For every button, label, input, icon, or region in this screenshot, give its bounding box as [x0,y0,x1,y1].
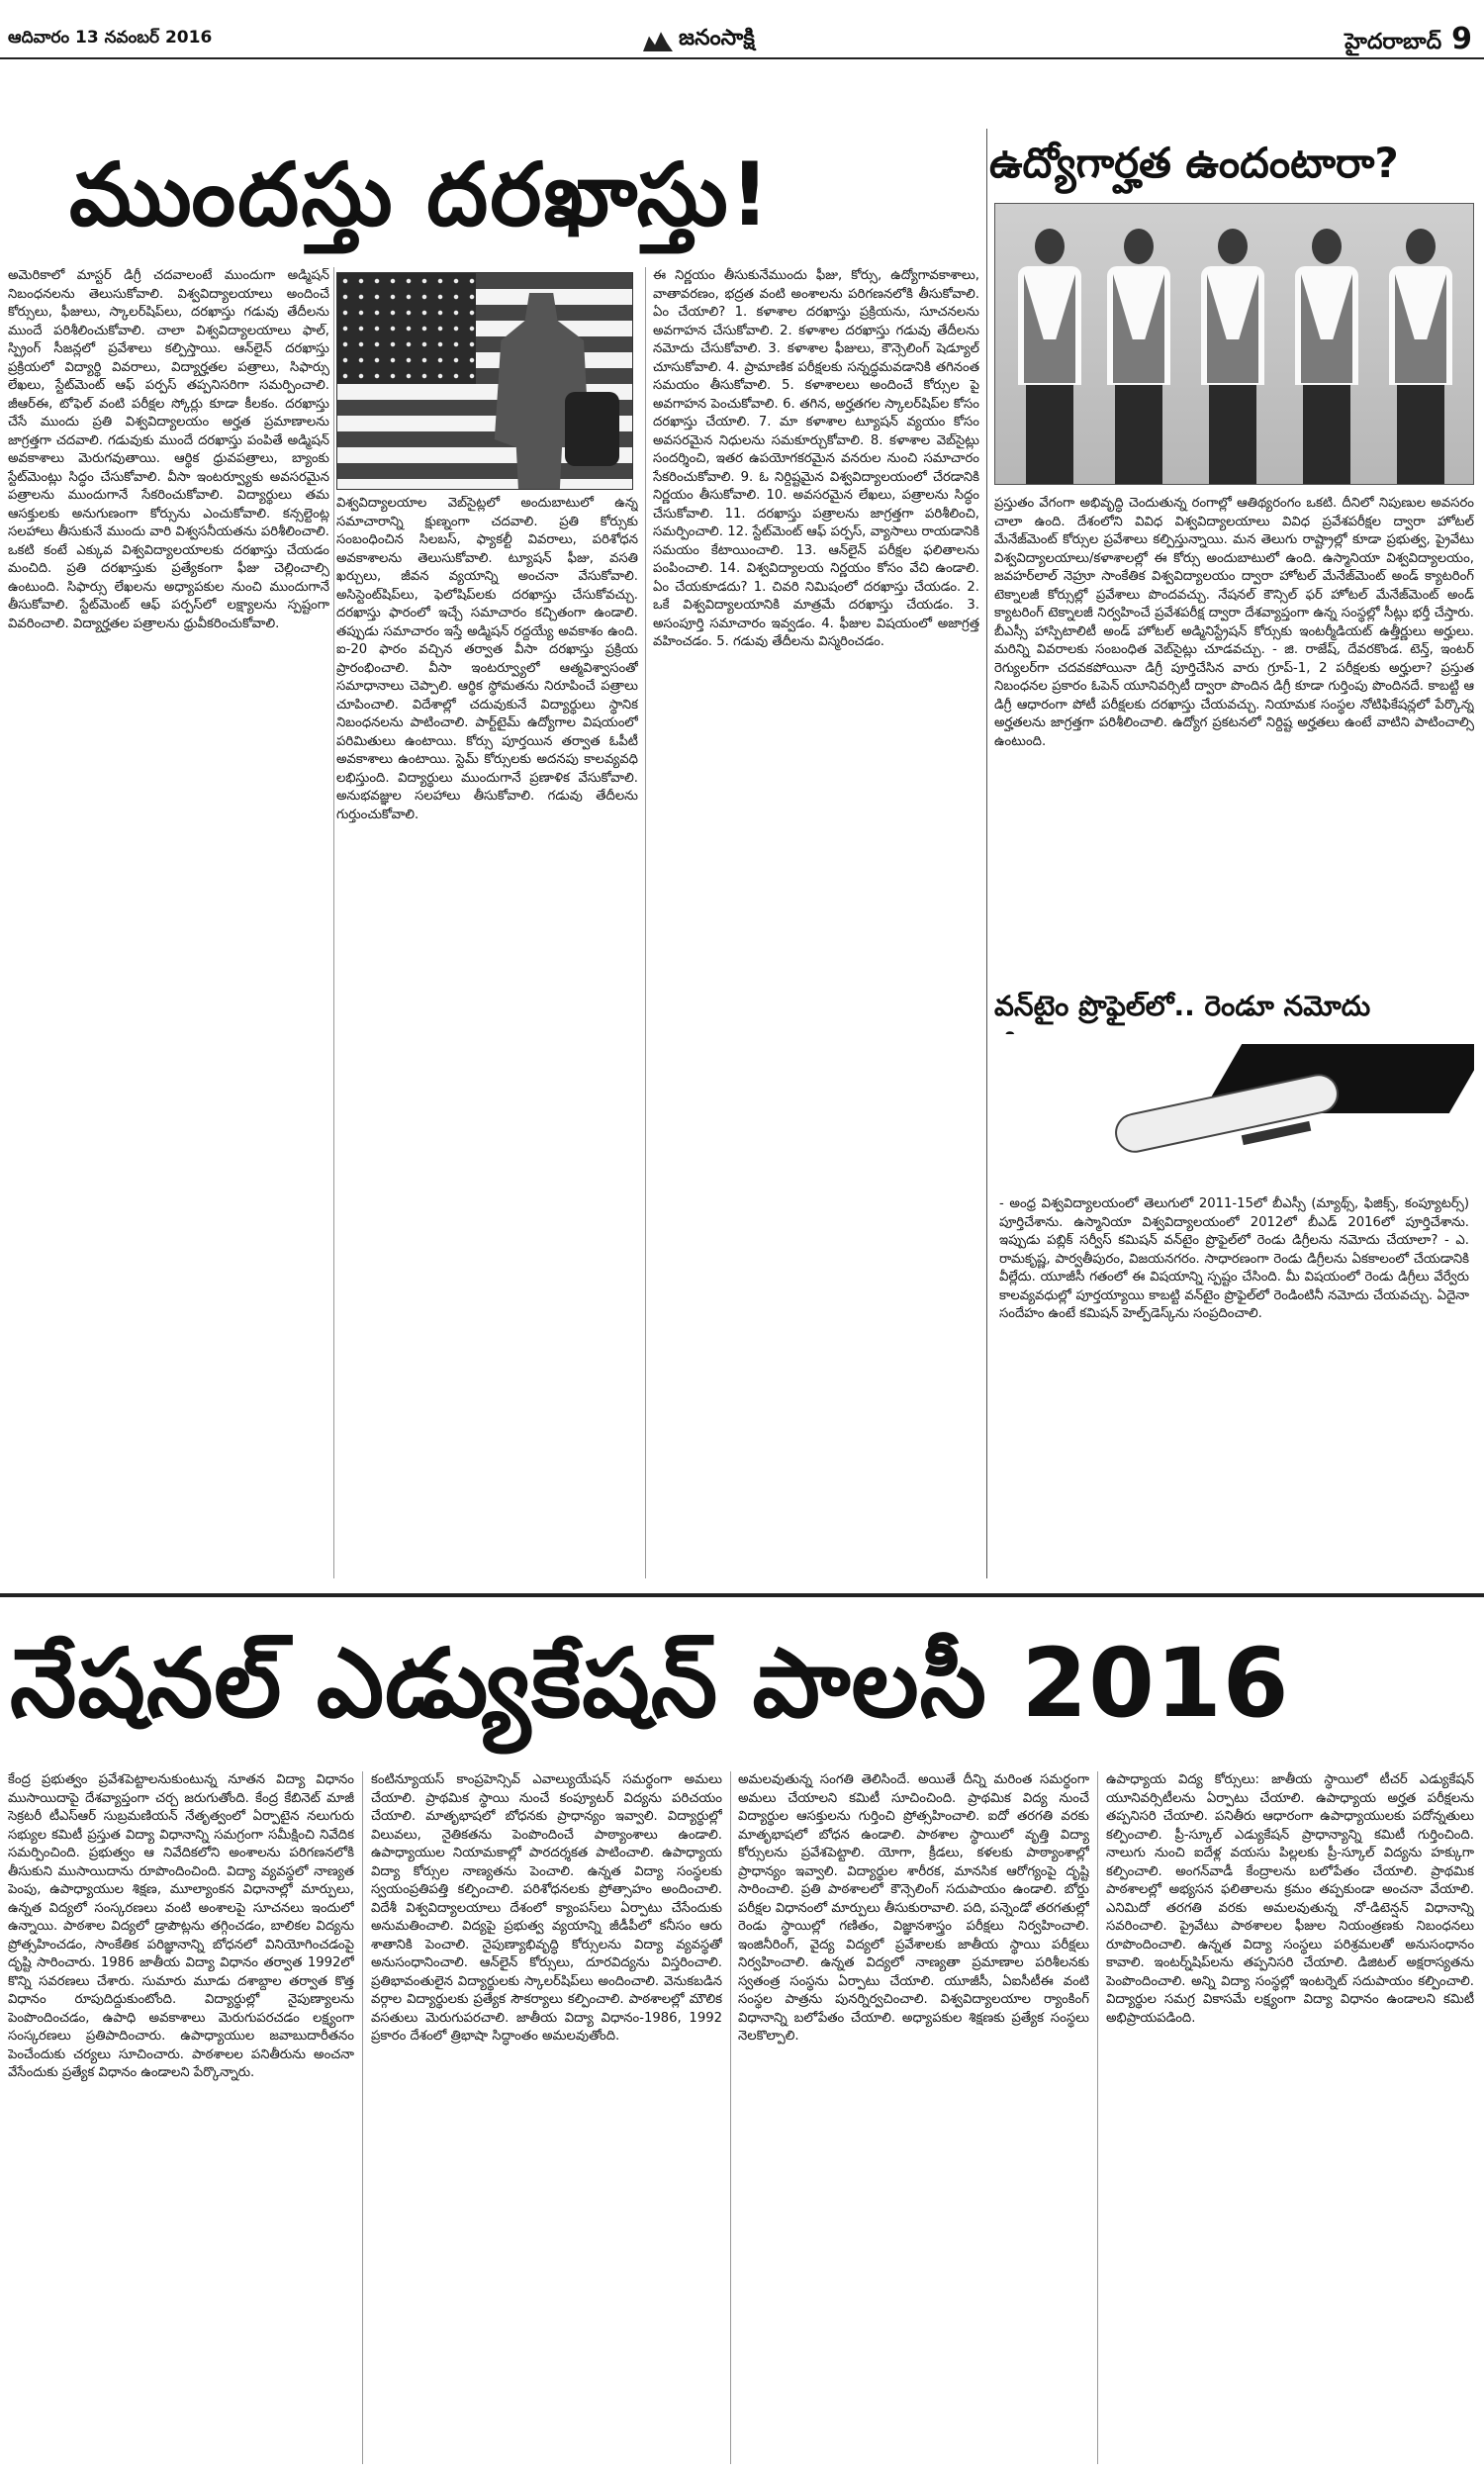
student-flag-image [336,272,633,490]
diploma-image [994,1034,1474,1192]
profile-subheading: వన్‌టైం ప్రొఫైల్‌లో.. రెండూ నమోదు [994,990,1371,1022]
staff-figure [1010,229,1089,485]
career-qa-body: ప్రస్తుతం వేగంగా అభివృద్ధి చెందుతున్న రంగాల్లో ఆతిథ్యరంగం ఒకటి. దీనిలో నిపుణుల అవసరం చాలా ఉంది. దేశంలోని వివిధ విశ్వవిద్యాలయాలు వివిధ ప్రవేశపరీక్షల ద్వారా హోటల్ మేనేజ్‌మెంట్ కోర్సుల ప్రవేశాలు కల్పిస్తున్నాయి. మన తెలుగు రాష్ట్రాల్లో కూడా ప్రభుత్వ, ప్రైవేటు విశ్వవిద్యాలయాలు/కళాశాలల్లో ఈ కోర్సు అందుబాటులో ఉంది. ఉస్మానియా విశ్వవిద్యాలయం, జవహర్‌లాల్ నెహ్రూ సాంకేతిక విశ్వవిద్యాలయం ద్వారా హోటల్ మేనేజ్‌మెంట్ అండ్ క్యాటరింగ్ టెక్నాలజీ కోర్సుల్లో ప్రవేశాలు పొందవచ్చు. నేషనల్ కౌన్సిల్ ఫర్ హోటల్ మేనేజ్‌మెంట్ అండ్ క్యాటరింగ్ టెక్నాలజీ నిర్వహించే ప్రవేశపరీక్ష ద్వారా దేశవ్యాప్తంగా ఉన్న సంస్థల్లో సీట్లు భర్తీ చేస్తారు. బీఎస్సీ హాస్పిటాలిటీ అండ్ హోటల్ అడ్మినిస్ట్రేషన్ కోర్సుకు ఇంటర్మీడియట్ ఉత్తీర్ణులు అర్హులు. మరిన్ని వివరాలకు సంబంధిత వెబ్‌సైట్లు చూడవచ్చు. - జి. రాజేష్, దేవరకొండ. టెన్త్, ఇంటర్ రెగ్యులర్‌గా చదవకపోయినా డిగ్రీ పూర్తిచేసిన వారు గ్రూప్-1, 2 పరీక్షలకు అర్హులా? ప్రస్తుత నిబంధనల ప్రకారం ఓపెన్ యూనివర్సిటీ ద్వారా పొందిన డిగ్రీ కూడా గుర్తింపు పొందినదే. కాబట్టి ఆ డిగ్రీ ఆధారంగా పోటీ పరీక్షలకు దరఖాస్తు చేయవచ్చు. నియామక సంస్థల నోటిఫికేషన్లలో పేర్కొన్న అర్హతలను జాగ్రత్తగా పరిశీలించాలి. ఉద్యోగ ప్రకటనలో నిర్దిష్ట అర్హతలు ఉంటే వాటిని పాటించాల్సి ఉంటుంది. [994,496,1474,749]
section-divider [0,1593,1484,1597]
column-divider [1097,1771,1098,2464]
logo-icon [643,30,673,51]
profile-qa-text [999,1195,1469,1576]
career-qa-text [994,495,1474,980]
hotel-staff-image [994,203,1474,485]
backpack-icon [565,392,619,466]
story2-col4-text: ఉపాధ్యాయ విద్య కోర్సులు: జాతీయ స్థాయిలో టీచర్ ఎడ్యుకేషన్ యూనివర్సిటీలను ఏర్పాటు చేయాలి. ఉపాధ్యాయ అర్హత పరీక్షలను తప్పనిసరి చేయాలి. పనితీరు ఆధారంగా ఉపాధ్యాయులకు పదోన్నతులు కల్పించాలి. ప్రీ-స్కూల్ ఎడ్యుకేషన్ ప్రాధాన్యాన్ని కమిటీ గుర్తించింది. నాలుగు నుంచి ఐదేళ్ల వయసు పిల్లలకు ప్రీ-స్కూల్ విద్యను హక్కుగా కల్పించాలి. అంగన్‌వాడీ కేంద్రాలను బలోపేతం చేయాలి. ప్రాథమిక పాఠశాలల్లో అభ్యసన ఫలితాలను క్రమం తప్పకుండా అంచనా వేయాలి. ఎనిమిదో తరగతి వరకు అమలవుతున్న నో-డిటెన్షన్ విధానాన్ని సవరించాలి. ప్రైవేటు పాఠశాలల ఫీజుల నియంత్రణకు నిబంధనలు రూపొందించాలి. ఉన్నత విద్యా సంస్థలు పరిశ్రమలతో అనుసంధానం కావాలి. ఇంటర్న్‌షిప్‌లను తప్పనిసరి చేయాలి. డిజిటల్ అక్షరాస్యతను పెంపొందించాలి. అన్ని విద్యా సంస్థల్లో ఇంటర్నెట్ సదుపాయం కల్పించాలి. విద్యార్థుల సమగ్ర వికాసమే లక్ష్యంగా విద్యా విధానం ఉండాలని కమిటీ అభిప్రాయపడింది. [1106,1772,1474,2026]
column-divider [333,267,334,1578]
staff-figure [1193,229,1272,485]
column-divider [645,267,646,1578]
logo-text: జనంసాక్షి [679,26,755,50]
story1-column-3 [653,267,979,1578]
flag-stars [337,273,476,384]
story1-col2-text: విశ్వవిద్యాలయాల వెబ్‌సైట్లలో అందుబాటులో ఉన్న సమాచారాన్ని క్షుణ్నంగా చదవాలి. ప్రతి కోర్సుకు సంబంధించిన సిలబస్, ఫ్యాకల్టీ వివరాలు, పరిశోధన అవకాశాలను తెలుసుకోవాలి. ట్యూషన్ ఫీజు, వసతి ఖర్చులు, జీవన వ్యయాన్ని అంచనా వేసుకోవాలి. అసిస్టెంట్‌షిప్‌లు, ఫెలోషిప్‌లకు దరఖాస్తు చేసుకోవచ్చు. దరఖాస్తు ఫారంలో ఇచ్చే సమాచారం కచ్చితంగా ఉండాలి. తప్పుడు సమాచారం ఇస్తే అడ్మిషన్ రద్దయ్యే అవకాశం ఉంది. ఐ-20 ఫారం వచ్చిన తర్వాత వీసా దరఖాస్తు ప్రక్రియ ప్రారంభించాలి. వీసా ఇంటర్వ్యూలో ఆత్మవిశ్వాసంతో సమాధానాలు చెప్పాలి. ఆర్థిక స్థోమతను నిరూపించే పత్రాలు చూపించాలి. విదేశాల్లో చదువుకునే విద్యార్థులు స్థానిక నిబంధనలను పాటించాలి. పార్ట్‌టైమ్ ఉద్యోగాల విషయంలో పరిమితులు ఉంటాయి. కోర్సు పూర్తయిన తర్వాత ఓపీటీ అవకాశాలు ఉంటాయి. స్టెమ్ కోర్సులకు అదనపు కాలవ్యవధి లభిస్తుంది. విద్యార్థులు ముందుగానే ప్రణాళిక వేసుకోవాలి. అనుభవజ్ఞుల సలహాలు తీసుకోవాలి. గడువు తేదీలను గుర్తుంచుకోవాలి. [336,496,638,822]
profile-qa-body: - అంధ్ర విశ్వవిద్యాలయంలో తెలుగులో 2011-15లో బీఎస్సీ (మ్యాథ్స్, ఫిజిక్స్, కంప్యూటర్స్) పూర్తిచేశాను. ఉస్మానియా విశ్వవిద్యాలయంలో 2012లో బీఎడ్ 2016లో పూర్తిచేశాను. ఇప్పుడు పబ్లిక్ సర్వీస్ కమిషన్ వన్‌టైం ప్రొఫైల్‌లో రెండు డిగ్రీలను నమోదు చేయాలా? - ఎ. రామకృష్ణ, పార్వతీపురం, విజయనగరం. సాధారణంగా రెండు డిగ్రీలను ఏకకాలంలో చేయడానికి వీల్లేదు. యూజీసీ గతంలో ఈ విషయాన్ని స్పష్టం చేసింది. మీ విషయంలో రెండు డిగ్రీలు వేర్వేరు కాలవ్యవధుల్లో పూర్తయ్యాయి కాబట్టి వన్‌టైం ప్రొఫైల్‌లో రెండింటినీ నమోదు చేయవచ్చు. ఏదైనా సందేహం ఉంటే కమిషన్ హెల్ప్‌డెస్క్‌ను సంప్రదించాలి. [999,1196,1469,1321]
story2-headline: నేషనల్ ఎడ్యుకేషన్ పాలసీ 2016 [10,1628,1290,1739]
story2-column-3 [738,1771,1089,2464]
staff-figure [1099,229,1178,485]
story2-col1-text: కేంద్ర ప్రభుత్వం ప్రవేశపెట్టాలనుకుంటున్న నూతన విద్యా విధానం ముసాయిదాపై దేశవ్యాప్తంగా చర్చ జరుగుతోంది. కేంద్ర కేబినెట్ మాజీ సెక్రటరీ టీఎస్‌ఆర్ సుబ్రమణియన్ నేతృత్వంలో ఏర్పాటైన నలుగురు సభ్యుల కమిటీ ప్రస్తుత విద్యా విధానాన్ని సమగ్రంగా సమీక్షించి నివేదిక సమర్పించింది. ప్రభుత్వం ఆ నివేదికలోని అంశాలను పరిగణనలోకి తీసుకుని ముసాయిదాను రూపొందించింది. విద్యా వ్యవస్థలో నాణ్యత పెంపు, ఉపాధ్యాయుల శిక్షణ, మూల్యాంకన విధానాల్లో మార్పులు, ఉన్నత విద్యలో సంస్కరణలు వంటి అంశాలపై సూచనలు ఇందులో ఉన్నాయి. పాఠశాల విద్యలో డ్రాపౌట్లను తగ్గించడం, బాలికల విద్యను ప్రోత్సహించడం, సాంకేతిక పరిజ్ఞానాన్ని బోధనలో వినియోగించడంపై దృష్టి సారించారు. 1986 జాతీయ విద్యా విధానం తర్వాత 1992లో కొన్ని సవరణలు చేశారు. సుమారు మూడు దశాబ్దాల తర్వాత కొత్త విధానం రూపుదిద్దుకుంటోంది. విద్యార్థుల్లో నైపుణ్యాలను పెంపొందించడం, ఉపాధి అవకాశాలు మెరుగుపరచడం లక్ష్యంగా సంస్కరణలు ప్రతిపాదించారు. ఉపాధ్యాయుల జవాబుదారీతనం పెంచేందుకు చర్యలు సూచించారు. పాఠశాలల పనితీరును అంచనా వేసేందుకు ప్రత్యేక విధానం ఉండాలని పేర్కొన్నారు. [8,1772,354,2080]
city-page [1345,22,1472,59]
story1-col1-text: అమెరికాలో మాస్టర్ డిగ్రీ చదవాలంటే ముందుగా అడ్మిషన్ నిబంధనలను తెలుసుకోవాలి. విశ్వవిద్యాలయాలు అందించే కోర్సులు, ఫీజులు, స్కాలర్‌షిప్‌లు, దరఖాస్తు గడువు తేదీలను ముందే పరిశీలించుకోవాలి. చాలా విశ్వవిద్యాలయాలు ఫాల్, స్ప్రింగ్ సీజన్లలో ప్రవేశాలు కల్పిస్తాయి. ఆన్‌లైన్ దరఖాస్తు ప్రక్రియలో విద్యార్థి వివరాలు, విద్యార్హతల పత్రాలు, సిఫార్సు లేఖలు, స్టేట్‌మెంట్ ఆఫ్ పర్పస్ తప్పనిసరిగా సమర్పించాలి. జీఆర్‌ఈ, టోఫెల్ వంటి పరీక్షల స్కోర్లు కూడా కీలకం. దరఖాస్తు చేసే ముందు ప్రతి విశ్వవిద్యాలయం అర్హత ప్రమాణాలను జాగ్రత్తగా చదవాలి. గడువుకు ముందే దరఖాస్తు పంపితే అడ్మిషన్ అవకాశాలు మెరుగవుతాయి. ఆర్థిక ధ్రువపత్రాలు, బ్యాంకు స్టేట్‌మెంట్లు సిద్ధం చేసుకోవాలి. వీసా ఇంటర్వ్యూకు అవసరమైన పత్రాలను ముందుగానే సేకరించుకోవాలి. విద్యార్థులు తమ ఆసక్తులకు అనుగుణంగా కోర్సును ఎంచుకోవాలి. కన్సల్టెంట్ల సలహాలు తీసుకునే ముందు వారి విశ్వసనీయతను పరిశీలించాలి. ఒకటి కంటే ఎక్కువ విశ్వవిద్యాలయాలకు దరఖాస్తు చేయడం మంచిది. ప్రతి దరఖాస్తుకు ప్రత్యేకంగా ఫీజు చెల్లించాల్సి ఉంటుంది. సిఫార్సు లేఖలను అధ్యాపకుల నుంచి ముందుగానే తీసుకోవాలి. స్టేట్‌మెంట్ ఆఫ్ పర్పస్‌లో లక్ష్యాలను స్పష్టంగా వివరించాలి. విద్యార్హతల పత్రాలను ధ్రువీకరించుకోవాలి. [8,268,329,631]
page-number: 9 [1451,22,1472,56]
story2-column-2 [371,1771,722,2464]
masthead [0,0,1484,59]
newspaper-logo [643,26,755,55]
column-divider [730,1771,731,2464]
story2-col3-text: అమలవుతున్న సంగతి తెలిసిందే. అయితే దీన్ని మరింత సమర్థంగా అమలు చేయాలని కమిటీ సూచించింది. ప్రాథమిక విద్య నుంచే విద్యార్థుల ఆసక్తులను గుర్తించి ప్రోత్సహించాలి. ఐదో తరగతి వరకు మాతృభాషలో బోధన ఉండాలి. పాఠశాల స్థాయిలో వృత్తి విద్యా కోర్సులను ప్రవేశపెట్టాలి. యోగా, క్రీడలు, కళలకు పాఠ్యాంశాల్లో ప్రాధాన్యం ఇవ్వాలి. విద్యార్థుల శారీరక, మానసిక ఆరోగ్యంపై దృష్టి సారించాలి. ప్రతి పాఠశాలలో కౌన్సెలింగ్ సదుపాయం ఉండాలి. బోర్డు పరీక్షల విధానంలో మార్పులు తీసుకురావాలి. పది, పన్నెండో తరగతుల్లో రెండు స్థాయిల్లో గణితం, విజ్ఞానశాస్త్రం పరీక్షలు నిర్వహించాలి. ఇంజినీరింగ్, వైద్య విద్యలో ప్రవేశాలకు జాతీయ స్థాయి పరీక్షలు నిర్వహించాలి. ఉన్నత విద్యలో నాణ్యతా ప్రమాణాల పరిశీలనకు స్వతంత్ర సంస్థను ఏర్పాటు చేయాలి. యూజీసీ, ఏఐసీటీఈ వంటి సంస్థల పాత్రను పునర్నిర్వచించాలి. విశ్వవిద్యాలయాల ర్యాంకింగ్ విధానాన్ని బలోపేతం చేయాలి. అధ్యాపకుల శిక్షణకు ప్రత్యేక సంస్థలు నెలకొల్పాలి. [738,1772,1089,2044]
career-qa-headline: ఉద్యోగార్హత ఉందంటారా? [989,139,1399,187]
column-divider [986,129,987,1578]
staff-figure [1381,229,1460,485]
story1-headline: ముందస్తు దరఖాస్తు! [69,143,772,245]
story2-column-4 [1106,1771,1474,2464]
story2-column-1 [8,1771,354,2464]
city-name: హైదరాబాద్ [1345,30,1442,54]
column-divider [362,1771,363,2464]
story1-col3-text: ఈ నిర్ణయం తీసుకునేముందు ఫీజు, కోర్సు, ఉద్యోగావకాశాలు, వాతావరణం, భద్రత వంటి అంశాలను పరిగణనలోకి తీసుకోవాలి. ఏం చేయాలి? 1. కళాశాల దరఖాస్తు ప్రక్రియను, సూచనలను అవగాహన చేసుకోవాలి. 2. కళాశాల దరఖాస్తు గడువు తేదీలను నమోదు చేసుకోవాలి. 3. కళాశాల ఫీజులు, కౌన్సెలింగ్ షెడ్యూల్ చూసుకోవాలి. 4. ప్రామాణిక పరీక్షలకు సన్నద్ధమవడానికి తగినంత సమయం తీసుకోవాలి. 5. కళాశాలలు అందించే కోర్సుల పై అవగాహన పెంచుకోవాలి. 6. తగిన, అర్హతగల స్కాలర్‌షిప్‌ల కోసం దరఖాస్తు చేయాలి. 7. మా కళాశాల ట్యూషన్ వ్యయం కోసం అవసరమైన నిధులను సమకూర్చుకోవాలి. 8. కళాశాల వెబ్‌సైట్లు సందర్శించి, ఇతర ఉపయోగకరమైన వనరుల నుంచి సమాచారం సేకరించుకోవాలి. 9. ఓ నిర్దిష్టమైన విశ్వవిద్యాలయంలో చేరడానికి నిర్ణయం తీసుకోవాలి. 10. అవసరమైన లేఖలు, పత్రాలను సిద్ధం చేసుకోవాలి. 11. దరఖాస్తు పత్రాలను జాగ్రత్తగా పరిశీలించి, సమర్పించాలి. 12. స్టేట్‌మెంట్ ఆఫ్ పర్పస్, వ్యాసాలు రాయడానికి సమయం కేటాయించాలి. 13. ఆన్‌లైన్ పరీక్షల ఫలితాలను పంపించాలి. 14. విశ్వవిద్యాలయ నిర్ణయం కోసం వేచి ఉండాలి. ఏం చేయకూడదు? 1. చివరి నిమిషంలో దరఖాస్తు చేయడం. 2. ఒకే విశ్వవిద్యాలయానికి మాత్రమే దరఖాస్తు చేయడం. 3. అసంపూర్తి సమాచారం ఇవ్వడం. 4. ఫీజుల విషయంలో అజాగ్రత్త వహించడం. 5. గడువు తేదీలను విస్మరించడం. [653,268,979,649]
story1-column-2 [336,495,638,1578]
story1-column-1 [8,267,329,1578]
story2-col2-text: కంటిన్యూయస్ కాంప్రహెన్సివ్ ఎవాల్యుయేషన్ సమర్థంగా అమలు చేయాలి. ప్రాథమిక స్థాయి నుంచే కంప్యూటర్ విద్యను పరిచయం చేయాలి. మాతృభాషలో బోధనకు ప్రాధాన్యం ఇవ్వాలి. విద్యార్థుల్లో విలువలు, నైతికతను పెంపొందించే పాఠ్యాంశాలు ఉండాలి. ఉపాధ్యాయుల నియామకాల్లో పారదర్శకత పాటించాలి. ఉపాధ్యాయ విద్యా కోర్సుల నాణ్యతను పెంచాలి. ఉన్నత విద్యా సంస్థలకు స్వయంప్రతిపత్తి కల్పించాలి. పరిశోధనలకు ప్రోత్సాహం అందించాలి. విదేశీ విశ్వవిద్యాలయాలు దేశంలో క్యాంపస్‌లు ఏర్పాటు చేసేందుకు అనుమతించాలి. విద్యపై ప్రభుత్వ వ్యయాన్ని జీడీపీలో కనీసం ఆరు శాతానికి పెంచాలి. నైపుణ్యాభివృద్ధి కోర్సులను విద్యా వ్యవస్థతో అనుసంధానించాలి. ఆన్‌లైన్ కోర్సులు, దూరవిద్యను విస్తరించాలి. ప్రతిభావంతులైన విద్యార్థులకు స్కాలర్‌షిప్‌లు అందించాలి. వెనుకబడిన వర్గాల విద్యార్థులకు ప్రత్యేక సౌకర్యాలు కల్పించాలి. పాఠశాలల్లో మౌలిక వసతులు మెరుగుపరచాలి. జాతీయ విద్యా విధానం-1986, 1992 ప్రకారం దేశంలో త్రిభాషా సిద్ధాంతం అమలవుతోంది. [371,1772,722,2044]
staff-figure [1287,229,1366,485]
issue-date: ఆదివారం 13 నవంబర్ 2016 [8,28,213,48]
